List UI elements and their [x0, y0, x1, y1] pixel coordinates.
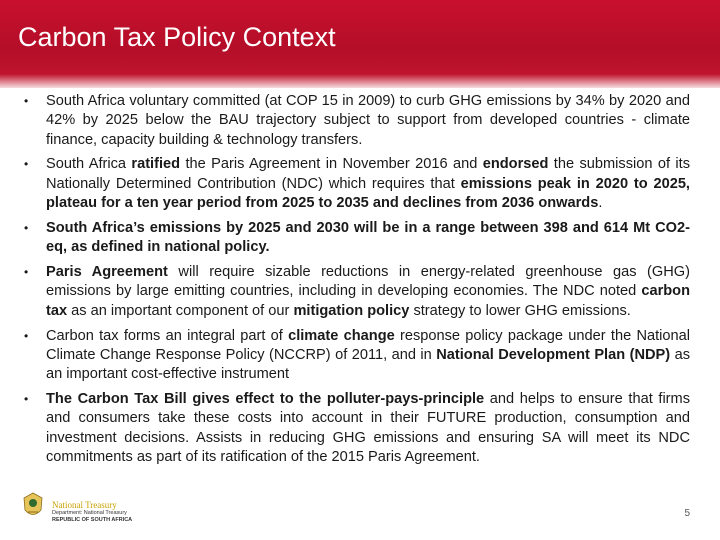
bullet-item: [22, 219, 690, 258]
bullet-dot-icon: •: [24, 392, 29, 407]
bullet-text: South Africa voluntary committed (at COP 15 in 2009) to curb GHG emissions by 34% by 2020 and 42% by 2025 below the BAU trajectory subject to support from developed countries - climate finance, capacity building & technology transfers.: [46, 93, 690, 148]
bullet-text: and helps to ensure that firms and consumers take these costs into account in their FUTURE production, consumption and investment decisions. Assists in reducing GHG emissions and ensuring SA will meet its NDC commitments as part of its ratification of the 2015 Paris Agreement.: [46, 391, 690, 466]
bullet-text-bold: ratified: [131, 156, 181, 173]
bullet-text-bold: carbon tax: [46, 283, 690, 319]
bullet-text-bold: mitigation policy: [293, 302, 410, 319]
bullet-text: strategy to lower GHG emissions.: [409, 302, 631, 319]
bullet-item: [22, 263, 690, 321]
bullet-text: as an important cost-effective instrument: [46, 346, 691, 383]
dept-line-2: Department: National Treasury: [52, 510, 127, 516]
bullet-text: Carbon tax forms an integral part of: [46, 327, 289, 344]
footer: [0, 478, 720, 540]
bullet-text-bold: climate change: [288, 327, 395, 344]
bullet-text: the submission of its Nationally Determined Contribution (NDC) which requires that: [46, 156, 690, 192]
bullet-dot-icon: •: [24, 265, 29, 280]
bullet-text: the Paris Agreement in November 2016 and: [180, 156, 483, 173]
bullet-list: [22, 92, 690, 473]
title-bar: [0, 0, 720, 88]
bullet-dot-icon: •: [24, 94, 29, 108]
bullet-text-bold: National Development Plan (NDP): [436, 346, 671, 363]
slide-title: Carbon Tax Policy Context: [18, 22, 336, 52]
bullet-text: as an important component of our: [67, 302, 294, 319]
bullet-text-bold: The Carbon Tax Bill gives effect to the polluter-pays-principle: [46, 391, 485, 408]
bullet-dot-icon: •: [24, 328, 29, 343]
bullet-item: [22, 92, 690, 150]
dept-line-1: National Treasury: [52, 500, 117, 510]
bullet-item: [22, 327, 690, 385]
bullet-text: .: [598, 195, 603, 212]
bullet-text-bold: South Africa’s emissions by 2025 and 2030 will be in a range between 398 and 614 Mt CO2-eq, as defined in national policy.: [46, 219, 690, 256]
bullet-text: South Africa: [46, 156, 132, 173]
bullet-dot-icon: •: [24, 220, 29, 235]
bullet-text: will require sizable reductions in energy-related greenhouse gas (GHG) emissions by large emitting countries, including in developing economies. The NDC noted: [46, 264, 690, 300]
bullet-item: [22, 390, 690, 467]
bullet-item: [22, 155, 690, 213]
department-label: [52, 500, 132, 523]
dept-line-3: REPUBLIC OF SOUTH AFRICA: [52, 516, 133, 523]
bullet-text: response policy package under the National Climate Change Response Policy (NCCRP) of 2011, and in: [46, 327, 690, 363]
bullet-text-bold: emissions peak in 2020 to 2025, plateau for a ten year period from 2025 to 2035 and declines from 2036 onwards: [46, 175, 690, 212]
bullet-dot-icon: •: [24, 157, 29, 172]
page-number: 5: [684, 508, 690, 519]
coat-of-arms-icon: [22, 492, 44, 520]
bullet-text-bold: Paris Agreement: [46, 264, 168, 281]
bullet-text-bold: endorsed: [482, 156, 549, 173]
